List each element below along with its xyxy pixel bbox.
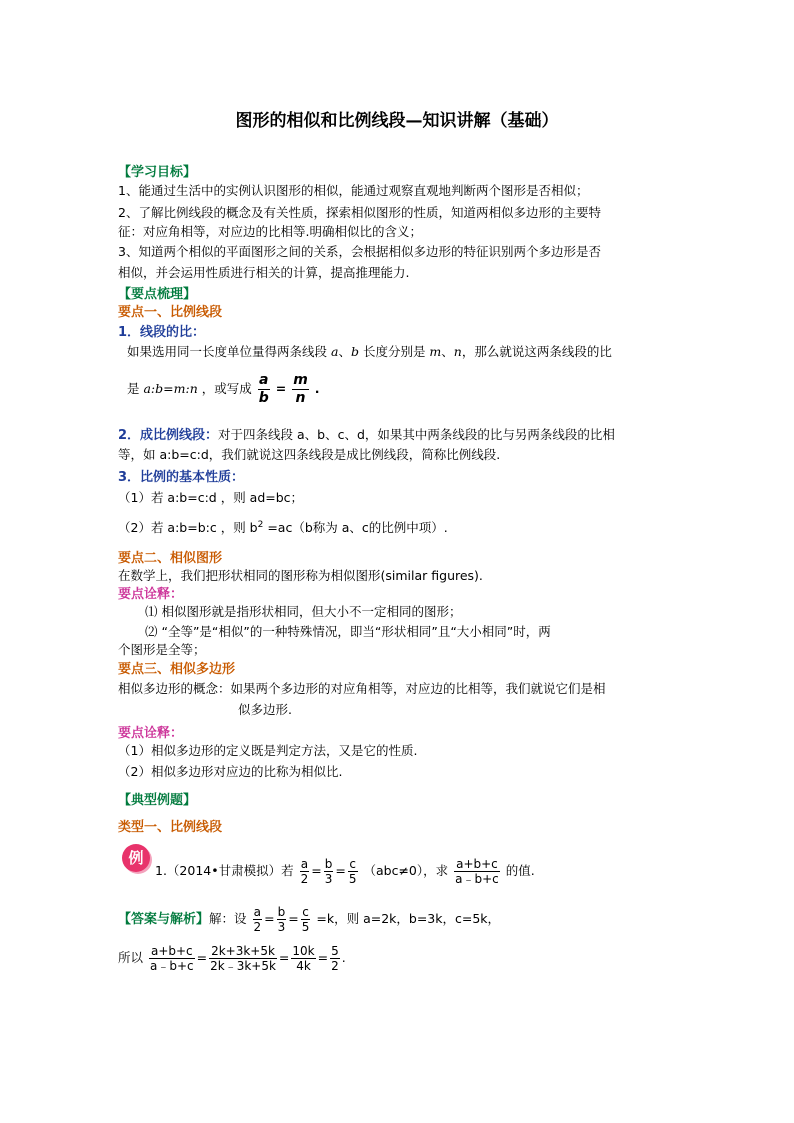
q-fraction-b-3: $\frac{b}{3}$ [324, 857, 333, 886]
segment-ratio-title: 1．线段的比： [118, 325, 206, 340]
point3-note-heading: 要点诠释： [118, 726, 184, 741]
page-title: 图形的相似和比例线段—知识讲解（基础） [235, 111, 559, 131]
point3-note-1: （1）相似多边形的定义既是判定方法，又是它的性质. [118, 743, 418, 758]
basic-property-item-2: （2）若 a:b=b:c ，则 $b^2 =ac(b$称为 a、c的比例中项）. [118, 519, 448, 535]
point3-note-2: （2）相似多边形对应边的比称为相似比. [118, 764, 343, 779]
similar-polygons-definition-1: 相似多边形的概念：如果两个多边形的对应角相等，对应边的比相等，我们就说它们是相 [118, 681, 606, 696]
g-fraction-1: $\frac{a+b+c}{a﹣b+c}$ [150, 944, 194, 973]
fraction-m-over-n: $\frac{m}{n}$ [293, 372, 308, 406]
example-question: 1.（2014•甘肃模拟）若 $\frac{a}{2}$ = $\frac{b}{3}$ = $\frac{c}{5}$ （abc≠0），求 $\frac{a+b+c}{a﹣b+c}$ 的值. [155, 857, 535, 886]
basic-property-title: 3．比例的基本性质： [118, 470, 245, 485]
proportional-segments-line-2: 等，如 a:b=c:d，我们就说这四条线段是成比例线段，简称比例线段. [118, 447, 501, 462]
summary-heading: 【要点梳理】 [118, 287, 197, 302]
fraction-a-over-b: $\frac{a}{b}$ [258, 372, 269, 406]
segment-ratio-line-1: 如果选用同一长度单位量得两条线段 a、b 长度分别是 m、n，那么就说这两条线段的比 [127, 344, 612, 359]
objective-line-4: 3、知道两个相似的平面图形之间的关系，会根据相似多边形的特征识别两个多边形是否 [118, 244, 601, 259]
examples-heading: 【典型例题】 [118, 793, 197, 808]
g-fraction-3: $\frac{10k}{4k}$ [292, 944, 315, 973]
objectives-heading: 【学习目标】 [118, 165, 197, 180]
a-fraction-c-5: $\frac{c}{5}$ [301, 905, 310, 934]
point2-note-1: ⑴ 相似图形就是指形状相同，但大小不一定相同的图形； [145, 604, 462, 619]
a-fraction-a-2: $\frac{a}{2}$ [253, 905, 262, 934]
q-fraction-a-2: $\frac{a}{2}$ [300, 857, 309, 886]
answer-line-1: 【答案与解析】解：设 $\frac{a}{2}$ = $\frac{b}{3}$ = $\frac{c}{5}$ =k，则 a=2k，b=3k，c=5k， [118, 905, 501, 934]
point2-note-2-line-2: 个图形是全等； [118, 642, 206, 657]
q-fraction-c-5: $\frac{c}{5}$ [348, 857, 357, 886]
point2-note-2-line-1: ⑵ “全等”是“相似”的一种特殊情况，即当“形状相同”且“大小相同”时，两 [145, 624, 551, 639]
objective-line-1: 1、能通过生活中的实例认识图形的相似，能通过观察直观地判断两个图形是否相似； [118, 183, 589, 198]
point2-heading: 要点二、相似图形 [118, 551, 223, 566]
objective-line-2: 2、了解比例线段的概念及有关性质，探索相似图形的性质，知道两相似多边形的主要特 [118, 205, 601, 220]
g-fraction-4: $\frac{5}{2}$ [331, 944, 339, 973]
type1-heading: 类型一、比例线段 [118, 820, 223, 835]
proportional-segments-line-1: 2．成比例线段：对于四条线段 a、b、c、d，如果其中两条线段的比与另两条线段的比相 [118, 427, 615, 443]
objective-line-3: 征：对应角相等，对应边的比相等.明确相似比的含义； [118, 224, 422, 239]
answer-line-2: 所以 $\frac{a+b+c}{a﹣b+c}$ = $\frac{2k+3k+5k}{2k﹣3k+5k}$ = $\frac{10k}{4k}$ = $\frac{5}{2}$ . [118, 944, 346, 973]
objective-line-5: 相似，并会运用性质进行相关的计算，提高推理能力. [118, 265, 410, 280]
example-badge: 例 [122, 844, 150, 872]
segment-ratio-line-2: 是 a:b=m:n ，或写成 $\frac{a}{b}$ = $\frac{m}{n}$ . [127, 372, 320, 406]
point1-heading: 要点一、比例线段 [118, 305, 223, 320]
similar-polygons-definition-2: 似多边形. [238, 702, 292, 717]
g-fraction-2: $\frac{2k+3k+5k}{2k﹣3k+5k}$ [210, 944, 276, 973]
point2-note-heading: 要点诠释： [118, 587, 184, 602]
basic-property-item-1: （1）若 a:b=c:d ，则 ad=bc； [118, 490, 304, 505]
a-fraction-b-3: $\frac{b}{3}$ [277, 905, 286, 934]
point3-heading: 要点三、相似多边形 [118, 662, 236, 677]
q-target-fraction: $\frac{a+b+c}{a﹣b+c}$ [455, 857, 499, 886]
similar-figures-definition: 在数学上，我们把形状相同的图形称为相似图形(similar figures). [118, 568, 483, 583]
